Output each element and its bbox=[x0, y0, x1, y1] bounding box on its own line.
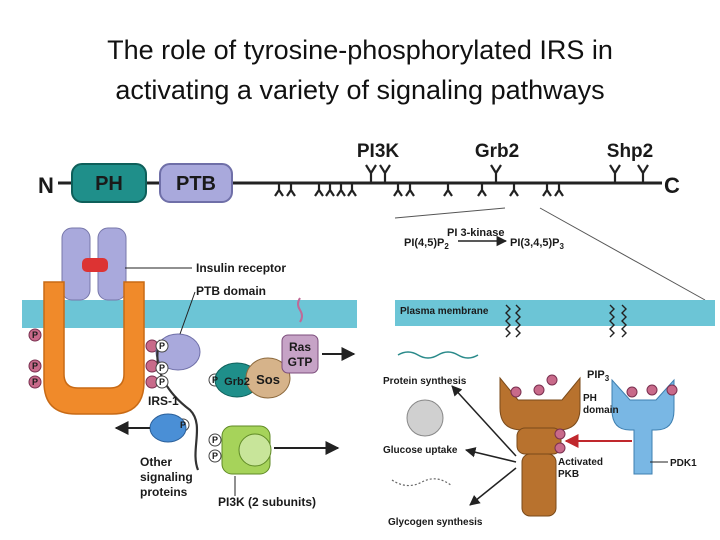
svg-text:P: P bbox=[211, 375, 219, 385]
svg-text:P: P bbox=[31, 330, 39, 340]
plasma-membrane-label: Plasma membrane bbox=[400, 306, 489, 317]
svg-text:P: P bbox=[158, 363, 166, 373]
ph-domain-label-1: PH bbox=[583, 393, 597, 404]
pkb-linker bbox=[517, 428, 561, 454]
zoom-line-left bbox=[395, 208, 505, 218]
pip3-full-label: $PI(3,4,5)P_3$ bbox=[510, 237, 564, 251]
gtp-label: GTP bbox=[287, 355, 313, 369]
arrow-to-glucose-uptake bbox=[466, 450, 516, 462]
title-line-2: activating a variety of signaling pathways bbox=[115, 75, 605, 105]
left-panel bbox=[22, 228, 357, 509]
pdk1-protein bbox=[612, 380, 674, 474]
c-terminus-label: C bbox=[664, 173, 680, 198]
other-signaling-label-2: signaling bbox=[140, 470, 193, 484]
pip2-label: $PI(4,5)P_2$ bbox=[404, 237, 449, 251]
glycogen-graphic bbox=[392, 479, 452, 486]
pkb-kinase-domain bbox=[522, 454, 556, 516]
ras-label: Ras bbox=[288, 340, 312, 354]
pi3k-site-label: PI3K bbox=[356, 141, 400, 162]
glucose-uptake-label: Glucose uptake bbox=[383, 445, 458, 456]
glucose-transporter-graphic bbox=[407, 400, 443, 436]
shp2-site-label: Shp2 bbox=[606, 141, 654, 162]
insulin-ligand bbox=[82, 258, 108, 272]
ph-domain-label-2: domain bbox=[583, 405, 619, 416]
pkb-phospho-1 bbox=[555, 429, 565, 439]
svg-text:P: P bbox=[158, 341, 166, 351]
pi3k-subunits-label: PI3K (2 subunits) bbox=[218, 495, 317, 509]
svg-text:P: P bbox=[211, 451, 219, 461]
other-signaling-label-1: Other bbox=[140, 455, 173, 469]
activated-pkb-label-1: Activated bbox=[558, 457, 604, 468]
right-panel bbox=[383, 227, 715, 528]
tyrosine-sites-lower bbox=[275, 184, 563, 196]
tyrosine-sites-upper bbox=[366, 165, 648, 182]
ptb-domain-text: PTB domain bbox=[196, 284, 267, 298]
activated-pkb-label-2: PKB bbox=[558, 469, 580, 480]
protein-synthesis-label: Protein synthesis bbox=[383, 376, 467, 387]
svg-text:P: P bbox=[158, 377, 166, 387]
protein-synthesis-graphic bbox=[398, 352, 478, 358]
pi3-kinase-label: PI 3-kinase bbox=[447, 227, 505, 239]
ph-domain-label: PH bbox=[95, 173, 123, 195]
irs1-label: IRS-1 bbox=[148, 394, 179, 408]
svg-text:P: P bbox=[31, 377, 39, 387]
svg-text:P: P bbox=[211, 435, 219, 445]
title-line-1: The role of tyrosine-phosphorylated IRS in bbox=[107, 35, 613, 65]
pip3-label: $PIP_3$ bbox=[587, 369, 610, 383]
insulin-receptor-label: Insulin receptor bbox=[196, 261, 287, 275]
pi3k-regulatory-subunit bbox=[239, 434, 271, 466]
irs-domain-bar bbox=[38, 141, 680, 202]
glycogen-synthesis-label: Glycogen synthesis bbox=[388, 517, 483, 528]
left-plasma-membrane bbox=[22, 300, 357, 328]
svg-text:P: P bbox=[179, 420, 187, 430]
sos-label: Sos bbox=[256, 372, 280, 387]
zoom-line-right bbox=[540, 208, 705, 300]
pkb-phospho-2 bbox=[555, 443, 565, 453]
svg-text:P: P bbox=[31, 361, 39, 371]
grb2-label: Grb2 bbox=[224, 376, 250, 388]
arrow-to-glycogen-synthesis bbox=[470, 468, 516, 505]
n-terminus-label: N bbox=[38, 173, 54, 198]
pdk1-label: PDK1 bbox=[670, 458, 697, 469]
grb2-site-label: Grb2 bbox=[474, 141, 520, 162]
ptb-domain-label: PTB bbox=[176, 173, 216, 195]
other-signaling-label-3: proteins bbox=[140, 485, 188, 499]
